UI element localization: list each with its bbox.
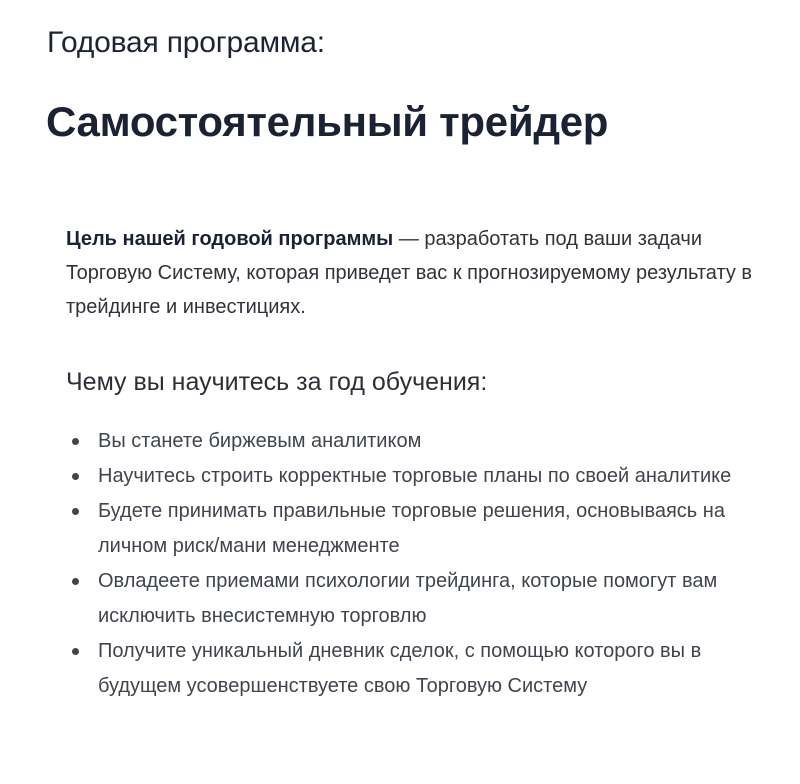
list-item xyxy=(66,494,766,564)
list-item-text: Овладеете приемами психологии трейдинга, которые помогут вам исключить внесистемную торговлю xyxy=(98,570,718,627)
list-item-text: Научитесь строить корректные торговые планы по своей аналитике xyxy=(98,465,732,487)
bullet-icon xyxy=(72,578,79,585)
program-title: Самостоятельный трейдер xyxy=(46,98,609,145)
list-item-text: Будете принимать правильные торговые решения, основываясь на личном риск/мани менеджменте xyxy=(98,500,725,557)
bullet-icon xyxy=(72,648,79,655)
list-item xyxy=(66,564,766,634)
bullet-icon xyxy=(72,508,79,515)
program-subtitle: Годовая программа: xyxy=(47,26,325,59)
program-goal-paragraph xyxy=(66,222,766,324)
bullet-icon xyxy=(72,473,79,480)
learning-outcomes-list xyxy=(66,424,766,704)
program-goal-label: Цель нашей годовой программы xyxy=(66,228,394,250)
learning-outcomes-heading: Чему вы научитесь за год обучения: xyxy=(66,368,488,396)
list-item xyxy=(66,634,766,704)
bullet-icon xyxy=(72,438,79,445)
list-item xyxy=(66,424,766,459)
list-item xyxy=(66,459,766,494)
list-item-text: Получите уникальный дневник сделок, с помощью которого вы в будущем усовершенствуете свою Торговую Систему xyxy=(98,640,702,697)
program-goal-text: — разработать под ваши задачи Торговую Систему, которая приведет вас к прогнозируемому результату в трейдинге и инвестициях. xyxy=(66,228,753,318)
list-item-text: Вы станете биржевым аналитиком xyxy=(98,430,422,452)
